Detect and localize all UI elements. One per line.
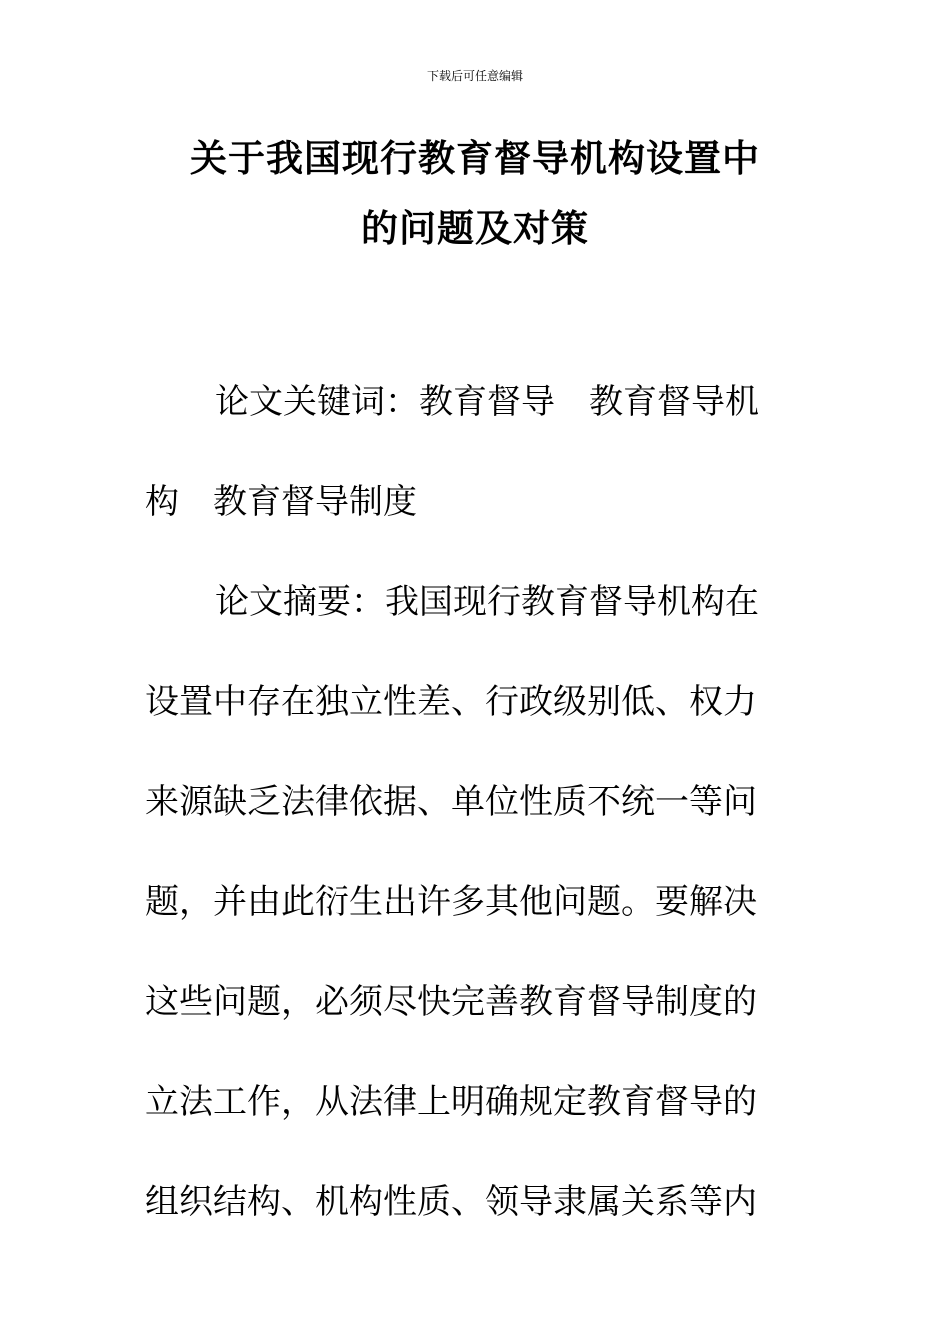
abstract-line: 论文摘要：我国现行教育督导机构在 <box>215 582 759 622</box>
keywords-paragraph <box>145 352 785 552</box>
keywords-line: 论文关键词：教育督导 教育督导机 <box>215 382 759 422</box>
abstract-line: 设置中存在独立性差、行政级别低、权力 <box>145 682 757 722</box>
abstract-line: 这些问题，必须尽快完善教育督导制度的 <box>145 982 757 1022</box>
abstract-paragraph <box>145 552 785 1252</box>
abstract-line: 来源缺乏法律依据、单位性质不统一等问 <box>145 782 757 822</box>
title-line-1: 关于我国现行教育督导机构设置中 <box>190 137 760 180</box>
page-header-note: 下载后可任意编辑 <box>426 69 523 83</box>
abstract-line: 组织结构、机构性质、领导隶属关系等内 <box>145 1182 757 1222</box>
document-title <box>145 124 805 264</box>
abstract-line: 题，并由此衍生出许多其他问题。要解决 <box>145 882 757 922</box>
title-line-2: 的问题及对策 <box>361 207 589 250</box>
keywords-line: 构 教育督导制度 <box>145 482 417 522</box>
abstract-line: 立法工作，从法律上明确规定教育督导的 <box>145 1082 757 1122</box>
